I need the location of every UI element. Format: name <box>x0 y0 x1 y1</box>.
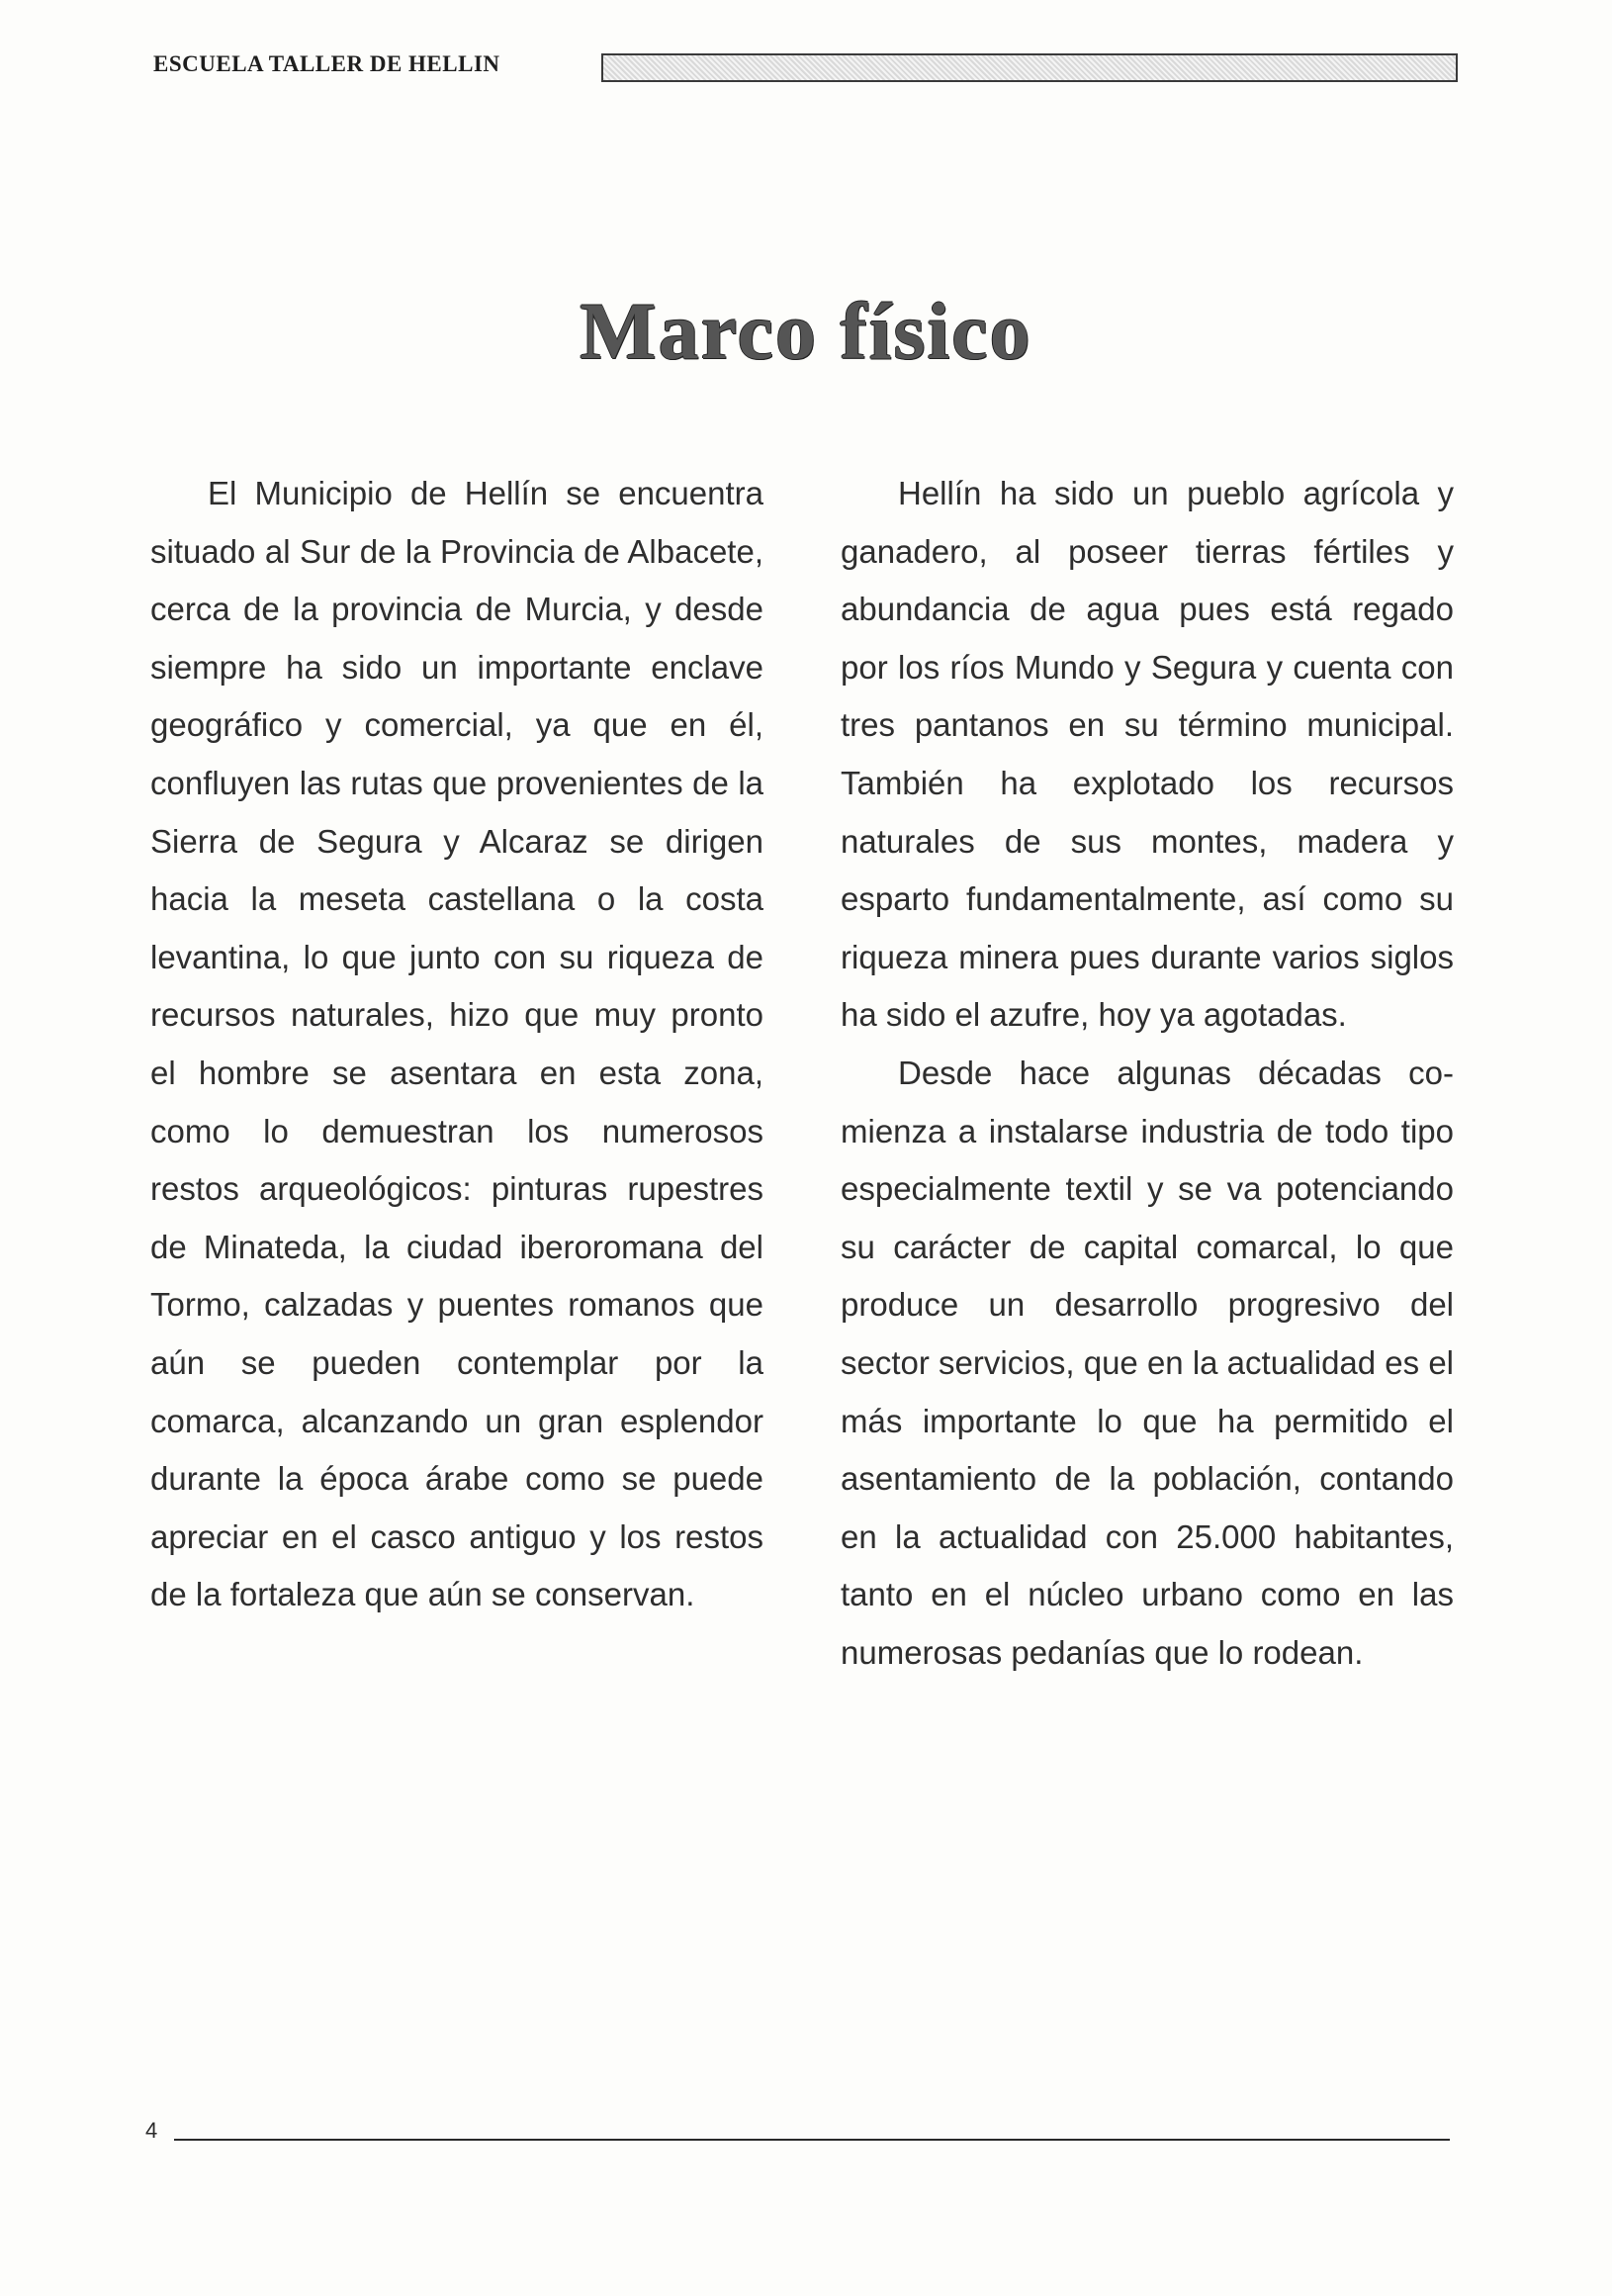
body-paragraph: Desde hace algunas décadas comienza a instalarse industria de todo tipo especialmente textil y se va potenciando su carácter de capital comarcal, lo que produce un desarrollo progresivo del sector servicios, que en la actualidad es el más importante lo que ha permitido el asentamiento de la población, contando en la actualidad con 25.000 habitantes, tanto en el núcleo urbano como en las numerosas pedanías que lo rodean. <box>841 1054 1455 1671</box>
page-title: Marco físico <box>580 286 1032 376</box>
page-number: 4 <box>145 2118 158 2143</box>
footer-rule <box>174 2139 1450 2141</box>
running-head: ESCUELA TALLER DE HELLIN <box>153 51 500 76</box>
text-column-left <box>150 465 763 1624</box>
body-paragraph: El Municipio de Hellín se encuentra situado al Sur de la Provincia de Albacete, cerca de la provincia de Murcia, y desde siempre ha sido un importante enclave geográfico y comercial, ya que en él, confluyen las rutas que provenientes de la Sierra de Segura y Alcaraz se dirigen hacia la meseta castellana o la costa levantina, lo que junto con su riqueza de recursos naturales, hizo que muy pronto el hombre se asentara en esta zona, como lo demuestran los numerosos restos arqueológicos: pinturas rupestres de Minateda, la ciudad iberoromana del Tormo, calzadas y puentes romanos que aún se pueden contemplar por la comarca, alcanzando un gran esplendor durante la época árabe como se puede apreciar en el casco antiguo y los restos de la fortaleza que aún se conservan. <box>150 475 763 1613</box>
text-column-right <box>841 465 1454 1682</box>
body-paragraph: Hellín ha sido un pueblo agrícola y ganadero, al poseer tierras fértiles y abundancia de agua pues está regado por los ríos Mundo y Segura y cuenta con tres pantanos en su término municipal. También ha explotado los recursos naturales de sus montes, madera y esparto fundamentalmente, así como su riqueza minera pues durante varios siglos ha sido el azufre, hoy ya agotadas. <box>841 475 1454 1034</box>
header-decorative-bar <box>601 53 1458 82</box>
